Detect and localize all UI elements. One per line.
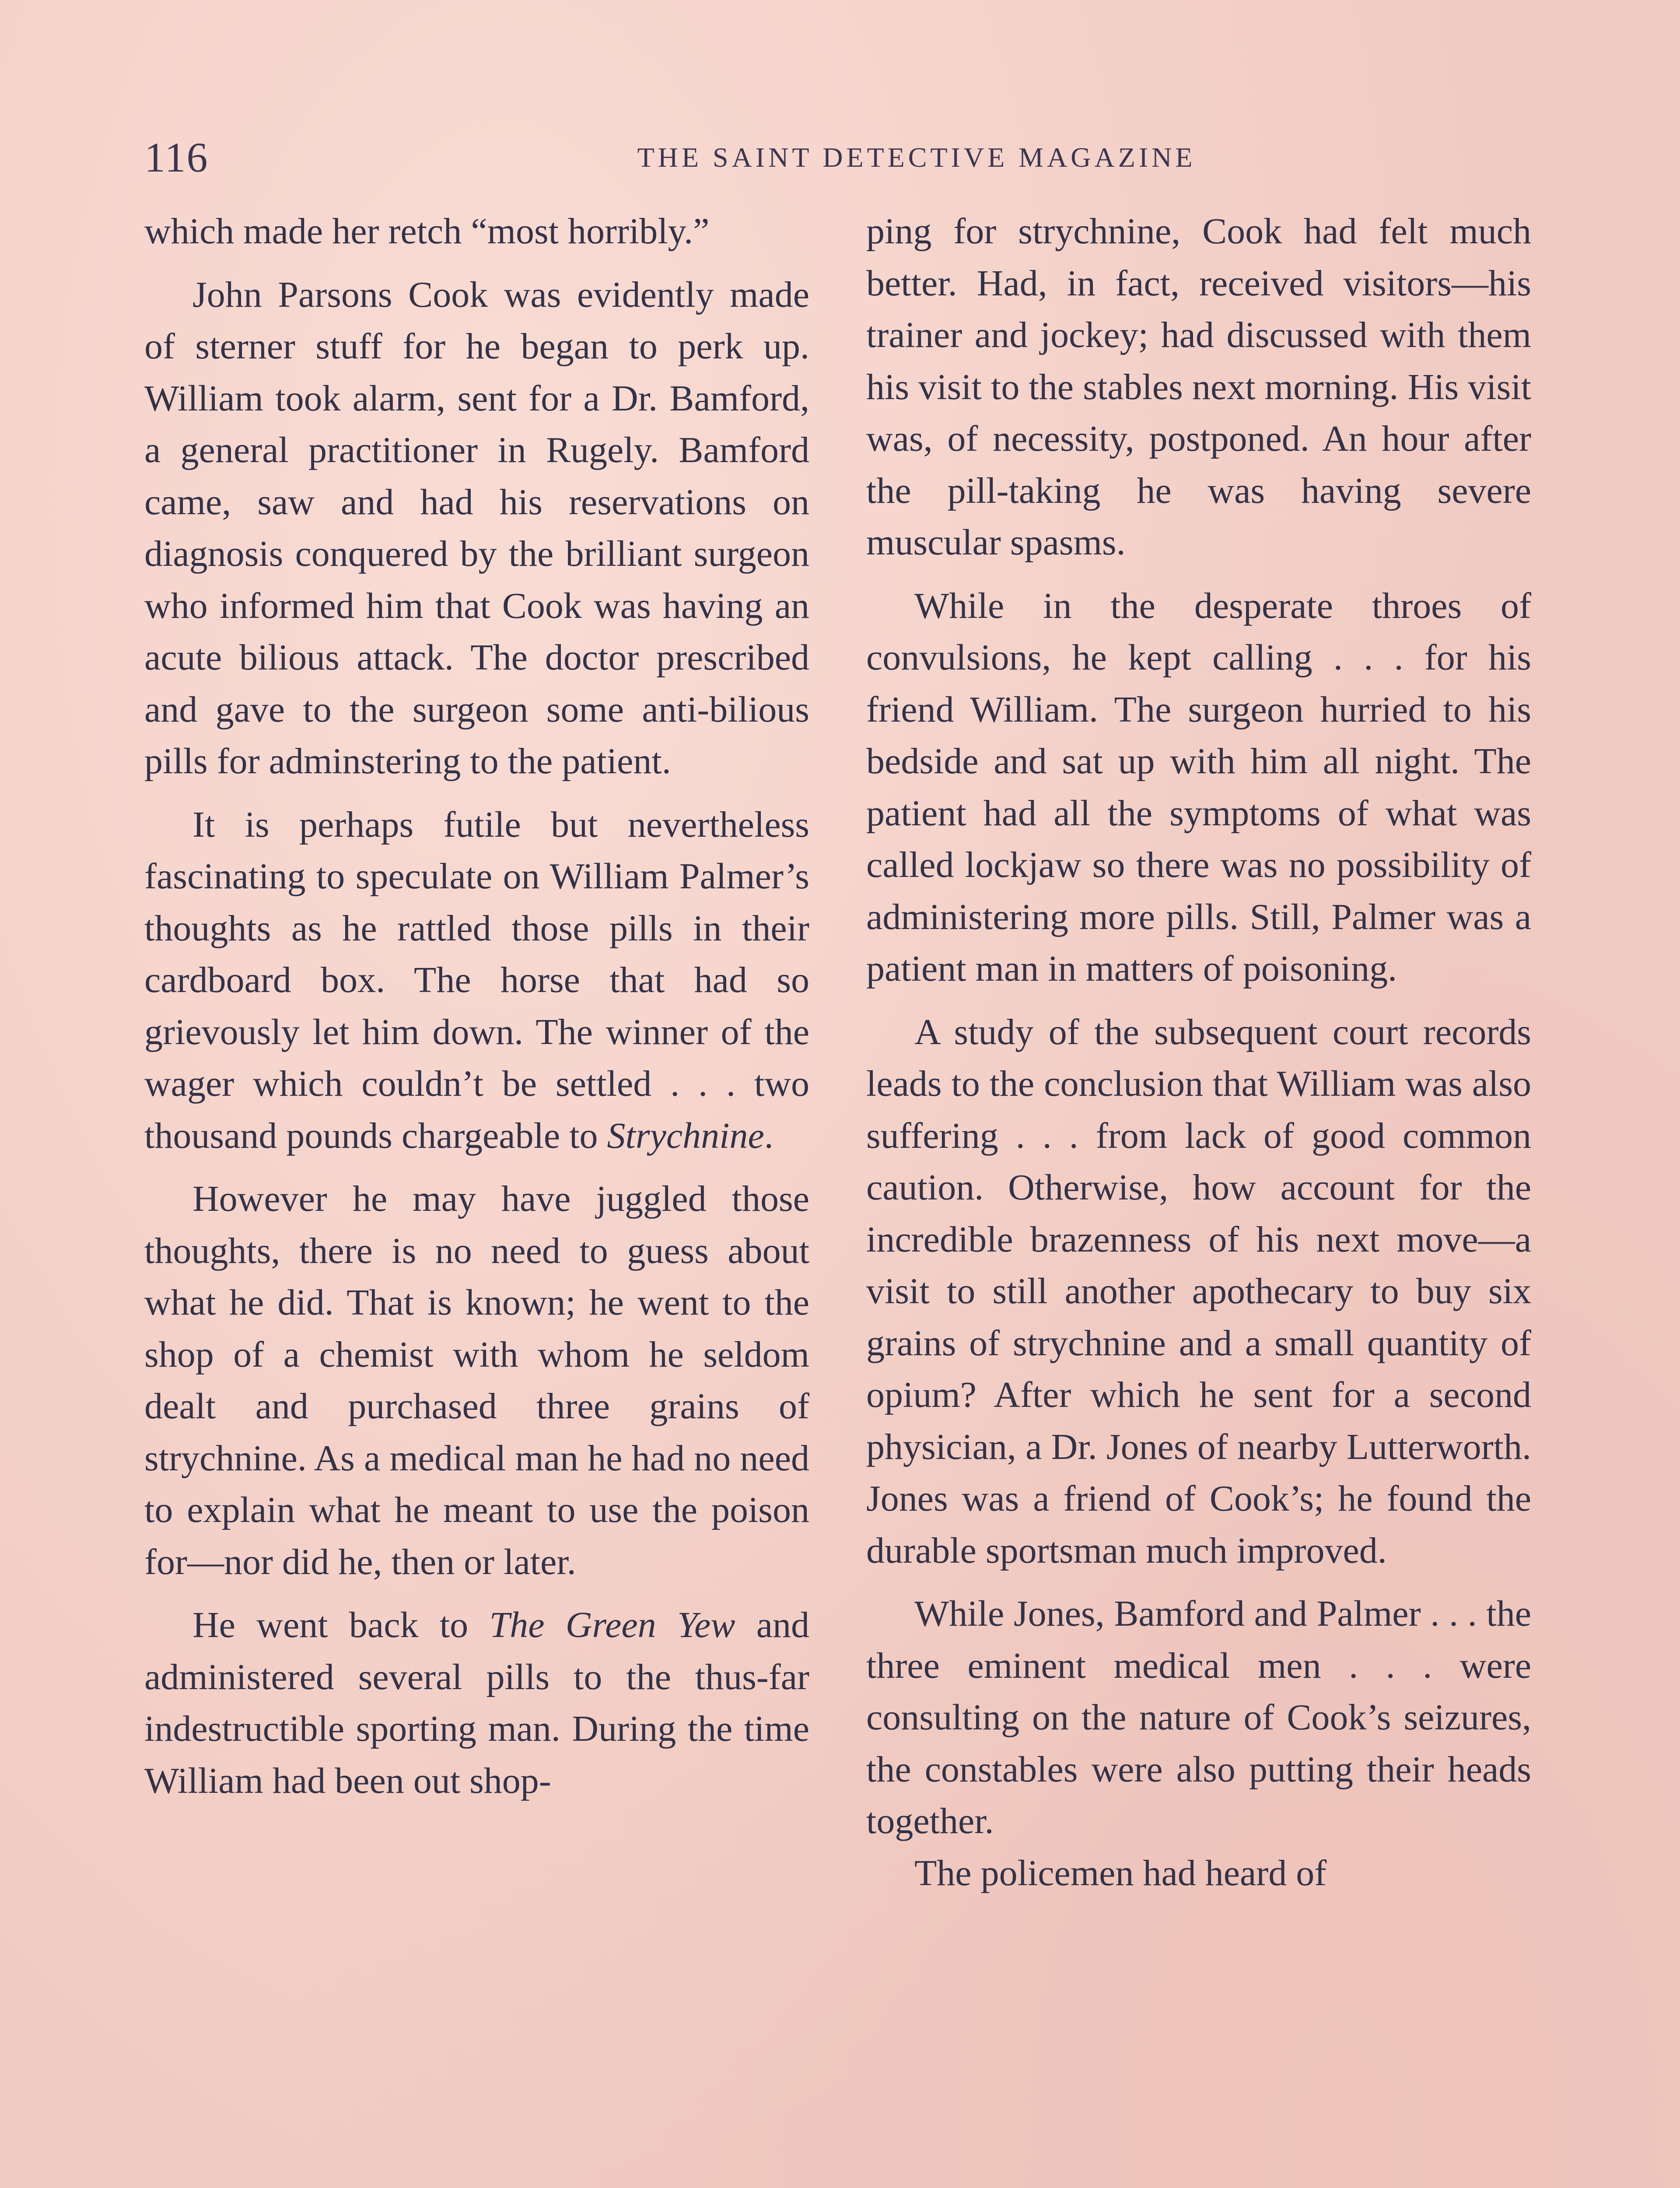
- italic-text: The Green Yew: [489, 1605, 735, 1645]
- paragraph-text: The policemen had heard of: [914, 1852, 1327, 1893]
- paragraph-text: He went back to: [192, 1605, 490, 1645]
- paragraph: [144, 269, 809, 788]
- paragraph: [144, 799, 809, 1162]
- running-title: THE SAINT DETECTIVE MAGAZINE: [637, 142, 1196, 173]
- italic-text: Strychnine: [607, 1115, 764, 1156]
- paragraph: [866, 580, 1531, 995]
- paragraph: [144, 1599, 809, 1807]
- paragraph: [866, 206, 1531, 569]
- paragraph-text: which made her retch “most horribly.”: [144, 211, 710, 252]
- paragraph-text: However he may have juggled those thoughts, there is no need to guess about what he did. That is known; he went to the shop of a chemist with whom he seldom dealt and purchased three grains of strychnine. As a medical man he had no need to explain what he meant to use the poison for—nor did he, then or later.: [144, 1178, 809, 1582]
- paragraph-text: ping for strychnine, Cook had felt much better. Had, in fact, received visitors—his trainer and jockey; had discussed with them his visit to the stables next morning. His visit was, of necessity, postponed. An hour after the pill-taking he was having severe muscular spasms.: [866, 211, 1531, 563]
- left-column: [144, 206, 809, 1807]
- paragraph: [144, 206, 809, 258]
- page-header: [144, 131, 1536, 184]
- paragraph: [866, 1588, 1531, 1848]
- paragraph-text: A study of the subsequent court records leads to the conclusion that William was also suffering . . . from lack of good common caution. Otherwise, how account for the incredible brazenness of his next move—a visit to still another apothecary to buy six grains of strychnine and a small quantity of opium? After which he sent for a second physician, a Dr. Jones of nearby Lutterworth. Jones was a friend of Cook’s; he found the durable sportsman much improved.: [866, 1011, 1531, 1571]
- paragraph: [866, 1848, 1531, 1900]
- paragraph: [866, 1006, 1531, 1577]
- paragraph-text: John Parsons Cook was evidently made of sterner stuff for he began to perk up. William took alarm, sent for a Dr. Bamford, a general practitioner in Rugely. Bamford came, saw and had his reservations on diagnosis conquered by the brilliant surgeon who informed him that Cook was having an acute bilious attack. The doctor prescribed and gave to the surgeon some anti-bilious pills for adminstering to the patient.: [144, 274, 809, 782]
- paragraph-text: .: [764, 1115, 774, 1156]
- paragraph-text: and administered several pills to the thus-far indestructible sporting man. During the time William had been out shop-: [144, 1605, 809, 1801]
- paragraph-text: While in the desperate throes of convulsions, he kept calling . . . for his friend William. The surgeon hurried to his bedside and sat up with him all night. The patient had all the symptoms of what was called lockjaw so there was no possibility of administering more pills. Still, Palmer was a patient man in matters of poisoning.: [866, 585, 1531, 989]
- page-number: 116: [144, 134, 209, 181]
- paragraph-text: While Jones, Bamford and Palmer . . . the three eminent medical men . . . were consulting on the nature of Cook’s seizures, the constables were also putting their heads together.: [866, 1593, 1531, 1841]
- paragraph: [144, 1173, 809, 1588]
- right-column: [866, 206, 1531, 1899]
- paragraph-text: It is perhaps futile but nevertheless fascinating to speculate on William Palmer’s thoughts as he rattled those pills in their cardboard box. The horse that had so grievously let him down. The winner of the wager which couldn’t be settled . . . two thousand pounds chargeable to: [144, 804, 809, 1156]
